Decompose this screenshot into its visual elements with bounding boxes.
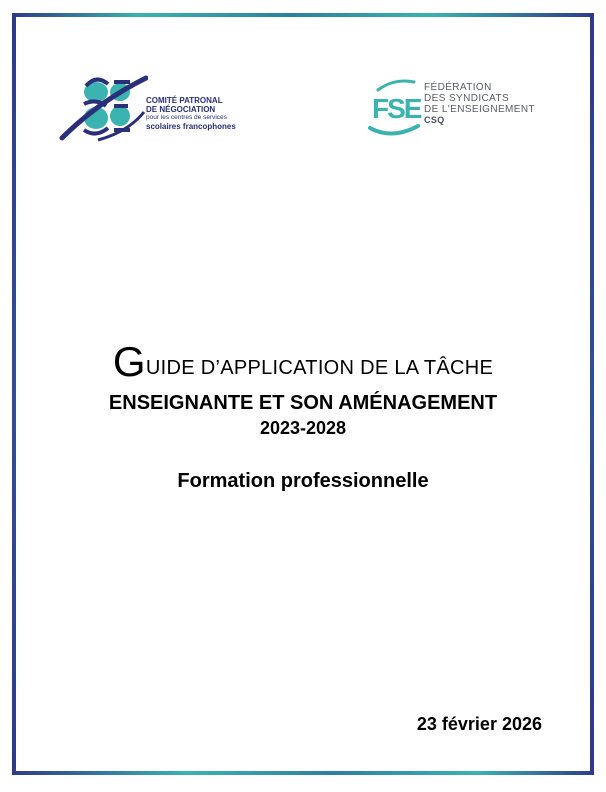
cpn-logo-mark (58, 72, 148, 144)
fse-line-1: FÉDÉRATION (424, 82, 492, 93)
cpn-line-2: DE NÉGOCIATION (146, 105, 216, 114)
fse-line-2: DES SYNDICATS (424, 93, 510, 104)
fse-logo (364, 78, 554, 140)
cpn-line-4: scolaires francophones (146, 121, 236, 131)
fse-line-3: DE L'ENSEIGNEMENT (424, 104, 535, 115)
border-bottom (12, 771, 594, 775)
cpn-logo-text (146, 96, 236, 131)
title-line-1-rest: UIDE D’APPLICATION DE LA TÂCHE (145, 357, 494, 379)
cpn-line-1: COMITÉ PATRONAL (146, 96, 223, 105)
fse-letters: FSE (372, 93, 421, 124)
cpn-line-3: pour les centres de services (146, 114, 227, 121)
title-years: 2023-2028 (259, 418, 347, 438)
document-date: 23 février 2026 (416, 714, 542, 734)
document-title (0, 340, 606, 440)
cpn-logo (58, 72, 248, 144)
title-line-1 (0, 340, 606, 390)
document-subtitle: Formation professionnelle (177, 470, 429, 492)
title-line-2: ENSEIGNANTE ET SON AMÉNAGEMENT (108, 392, 498, 414)
title-initial: G (112, 338, 146, 385)
fse-logo-text (424, 82, 535, 126)
fse-line-4: CSQ (424, 115, 445, 125)
fse-logo-mark (364, 78, 424, 140)
